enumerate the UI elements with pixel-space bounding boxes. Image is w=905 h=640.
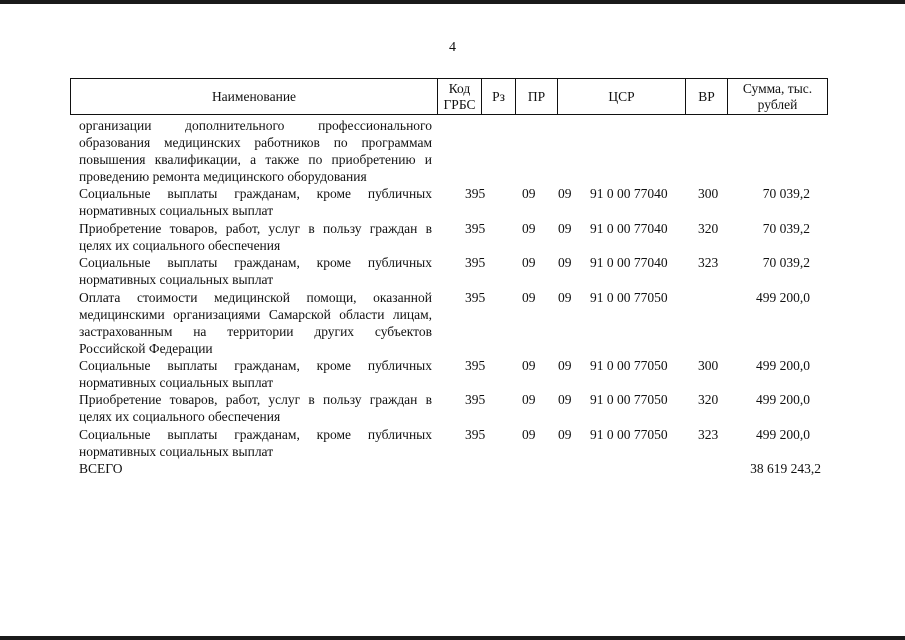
row-rz: 09 (522, 392, 536, 407)
row-vr: 323 (698, 255, 719, 270)
row-rz: 09 (522, 255, 536, 270)
row-csr: 91 0 00 77050 (590, 427, 668, 442)
row-sum: 70 039,2 (762, 186, 810, 201)
row-csr: 91 0 00 77040 (590, 255, 668, 270)
row-pr: 09 (558, 290, 572, 305)
header-csr: ЦСР (557, 79, 685, 114)
row-name: Социальные выплаты гражданам, кроме публичных нормативных социальных выплат (79, 186, 432, 218)
row-vr: 300 (698, 186, 719, 201)
row-pr: 09 (558, 221, 572, 236)
row-rz: 09 (522, 358, 536, 373)
header-code-grbs: Код ГРБС (437, 79, 481, 114)
row-code: 395 (465, 358, 486, 373)
row-code: 395 (465, 427, 486, 442)
row-csr: 91 0 00 77050 (590, 290, 668, 305)
row-name: Оплата стоимости медицинской помощи, оказанной медицинскими организациями Самарской области лицам, застрахованным на территории других субъектов Российской Федерации (79, 290, 432, 356)
row-name: Социальные выплаты гражданам, кроме публичных нормативных социальных выплат (79, 427, 432, 459)
row-name: Социальные выплаты гражданам, кроме публичных нормативных социальных выплат (79, 358, 432, 390)
row-sum: 499 200,0 (756, 392, 810, 407)
row-name: Социальные выплаты гражданам, кроме публичных нормативных социальных выплат (79, 255, 432, 287)
row-sum: 499 200,0 (756, 427, 810, 442)
row-rz: 09 (522, 427, 536, 442)
row-rz: 09 (522, 221, 536, 236)
row-vr: 323 (698, 427, 719, 442)
row-csr: 91 0 00 77050 (590, 358, 668, 373)
header-sum: Сумма, тыс. рублей (727, 79, 827, 114)
scan-bottom-edge (0, 636, 905, 640)
row-vr: 320 (698, 392, 719, 407)
header-rz: Рз (481, 79, 515, 114)
row-code: 395 (465, 392, 486, 407)
row-name: организации дополнительного профессионального образования медицинских работников по программам повышения квалификации, а также по приобретению и проведению ремонта медицинского оборудования (79, 118, 432, 184)
scan-top-edge (0, 0, 905, 4)
row-code: 395 (465, 290, 486, 305)
row-csr: 91 0 00 77050 (590, 392, 668, 407)
row-pr: 09 (558, 358, 572, 373)
row-pr: 09 (558, 392, 572, 407)
header-vr: ВР (685, 79, 727, 114)
row-pr: 09 (558, 186, 572, 201)
row-name: Приобретение товаров, работ, услуг в пользу граждан в целях их социального обеспечения (79, 221, 432, 253)
row-rz: 09 (522, 290, 536, 305)
header-pr: ПР (515, 79, 557, 114)
row-name: Приобретение товаров, работ, услуг в пользу граждан в целях их социального обеспечения (79, 392, 432, 424)
table-header (70, 78, 828, 115)
row-csr: 91 0 00 77040 (590, 186, 668, 201)
row-code: 395 (465, 255, 486, 270)
row-csr: 91 0 00 77040 (590, 221, 668, 236)
row-pr: 09 (558, 427, 572, 442)
row-code: 395 (465, 221, 486, 236)
row-vr: 320 (698, 221, 719, 236)
header-name: Наименование (211, 88, 297, 104)
row-sum: 499 200,0 (756, 290, 810, 305)
row-vr: 300 (698, 358, 719, 373)
row-rz: 09 (522, 186, 536, 201)
row-sum: 499 200,0 (756, 358, 810, 373)
row-pr: 09 (558, 255, 572, 270)
row-code: 395 (465, 186, 486, 201)
row-sum: 70 039,2 (762, 221, 810, 236)
total-sum: 38 619 243,2 (750, 461, 821, 476)
page-number: 4 (449, 40, 456, 55)
row-sum: 70 039,2 (762, 255, 810, 270)
total-label: ВСЕГО (79, 461, 123, 476)
